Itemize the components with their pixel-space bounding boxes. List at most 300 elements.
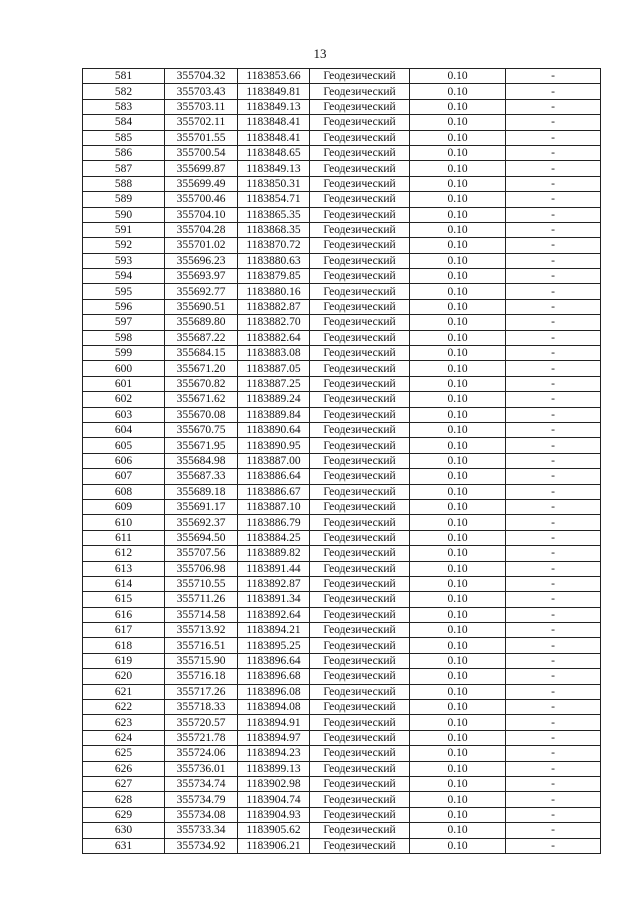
note-cell: - <box>506 315 601 330</box>
method-cell: Геодезический <box>310 684 410 699</box>
accuracy-cell: 0.10 <box>410 807 506 822</box>
coord-y-cell: 1183848.41 <box>238 130 310 145</box>
coord-y-cell: 1183890.95 <box>238 438 310 453</box>
table-row <box>83 761 601 776</box>
accuracy-cell: 0.10 <box>410 84 506 99</box>
coord-x-cell: 355707.56 <box>165 546 238 561</box>
table-row <box>83 530 601 545</box>
coord-x-cell: 355713.92 <box>165 623 238 638</box>
coord-y-cell: 1183896.68 <box>238 669 310 684</box>
note-cell: - <box>506 376 601 391</box>
note-cell: - <box>506 823 601 838</box>
coord-x-cell: 355701.55 <box>165 130 238 145</box>
coord-y-cell: 1183889.84 <box>238 407 310 422</box>
coord-x-cell: 355710.55 <box>165 576 238 591</box>
coord-y-cell: 1183870.72 <box>238 238 310 253</box>
accuracy-cell: 0.10 <box>410 284 506 299</box>
table-row <box>83 161 601 176</box>
table-row <box>83 115 601 130</box>
table-row <box>83 284 601 299</box>
accuracy-cell: 0.10 <box>410 546 506 561</box>
coord-x-cell: 355714.58 <box>165 607 238 622</box>
coord-y-cell: 1183894.21 <box>238 623 310 638</box>
point-number-cell: 625 <box>83 746 165 761</box>
point-number-cell: 626 <box>83 761 165 776</box>
note-cell: - <box>506 469 601 484</box>
method-cell: Геодезический <box>310 546 410 561</box>
coord-y-cell: 1183850.31 <box>238 176 310 191</box>
table-row <box>83 561 601 576</box>
note-cell: - <box>506 207 601 222</box>
coord-x-cell: 355715.90 <box>165 653 238 668</box>
note-cell: - <box>506 592 601 607</box>
coord-y-cell: 1183849.13 <box>238 161 310 176</box>
point-number-cell: 583 <box>83 99 165 114</box>
coord-x-cell: 355733.34 <box>165 823 238 838</box>
coord-y-cell: 1183896.08 <box>238 684 310 699</box>
coord-y-cell: 1183890.64 <box>238 422 310 437</box>
accuracy-cell: 0.10 <box>410 438 506 453</box>
coord-y-cell: 1183905.62 <box>238 823 310 838</box>
note-cell: - <box>506 576 601 591</box>
coord-y-cell: 1183892.64 <box>238 607 310 622</box>
accuracy-cell: 0.10 <box>410 115 506 130</box>
point-number-cell: 600 <box>83 361 165 376</box>
table-row <box>83 746 601 761</box>
coord-x-cell: 355691.17 <box>165 499 238 514</box>
accuracy-cell: 0.10 <box>410 422 506 437</box>
note-cell: - <box>506 346 601 361</box>
point-number-cell: 614 <box>83 576 165 591</box>
method-cell: Геодезический <box>310 438 410 453</box>
coord-y-cell: 1183880.63 <box>238 253 310 268</box>
coord-y-cell: 1183880.16 <box>238 284 310 299</box>
coord-x-cell: 355689.80 <box>165 315 238 330</box>
coordinates-table <box>82 68 601 854</box>
coord-x-cell: 355734.92 <box>165 838 238 853</box>
point-number-cell: 594 <box>83 269 165 284</box>
accuracy-cell: 0.10 <box>410 576 506 591</box>
point-number-cell: 591 <box>83 222 165 237</box>
coord-y-cell: 1183889.82 <box>238 546 310 561</box>
accuracy-cell: 0.10 <box>410 484 506 499</box>
accuracy-cell: 0.10 <box>410 653 506 668</box>
coord-x-cell: 355701.02 <box>165 238 238 253</box>
accuracy-cell: 0.10 <box>410 515 506 530</box>
method-cell: Геодезический <box>310 207 410 222</box>
point-number-cell: 629 <box>83 807 165 822</box>
coord-x-cell: 355704.28 <box>165 222 238 237</box>
coord-x-cell: 355706.98 <box>165 561 238 576</box>
method-cell: Геодезический <box>310 669 410 684</box>
table-row <box>83 130 601 145</box>
method-cell: Геодезический <box>310 469 410 484</box>
point-number-cell: 615 <box>83 592 165 607</box>
note-cell: - <box>506 715 601 730</box>
coord-x-cell: 355703.43 <box>165 84 238 99</box>
method-cell: Геодезический <box>310 115 410 130</box>
method-cell: Геодезический <box>310 299 410 314</box>
coord-y-cell: 1183887.00 <box>238 453 310 468</box>
method-cell: Геодезический <box>310 84 410 99</box>
note-cell: - <box>506 145 601 160</box>
coord-y-cell: 1183882.64 <box>238 330 310 345</box>
table-row <box>83 192 601 207</box>
accuracy-cell: 0.10 <box>410 700 506 715</box>
accuracy-cell: 0.10 <box>410 715 506 730</box>
point-number-cell: 627 <box>83 776 165 791</box>
note-cell: - <box>506 453 601 468</box>
accuracy-cell: 0.10 <box>410 838 506 853</box>
coord-x-cell: 355687.22 <box>165 330 238 345</box>
note-cell: - <box>506 838 601 853</box>
note-cell: - <box>506 361 601 376</box>
method-cell: Геодезический <box>310 792 410 807</box>
accuracy-cell: 0.10 <box>410 392 506 407</box>
coord-x-cell: 355689.18 <box>165 484 238 499</box>
table-row <box>83 438 601 453</box>
accuracy-cell: 0.10 <box>410 592 506 607</box>
table-row <box>83 592 601 607</box>
method-cell: Геодезический <box>310 130 410 145</box>
table-row <box>83 207 601 222</box>
point-number-cell: 590 <box>83 207 165 222</box>
point-number-cell: 610 <box>83 515 165 530</box>
method-cell: Геодезический <box>310 330 410 345</box>
table-row <box>83 700 601 715</box>
point-number-cell: 628 <box>83 792 165 807</box>
table-row <box>83 515 601 530</box>
coord-y-cell: 1183891.34 <box>238 592 310 607</box>
point-number-cell: 631 <box>83 838 165 853</box>
accuracy-cell: 0.10 <box>410 407 506 422</box>
point-number-cell: 588 <box>83 176 165 191</box>
coord-x-cell: 355670.08 <box>165 407 238 422</box>
table-row <box>83 330 601 345</box>
method-cell: Геодезический <box>310 99 410 114</box>
coord-y-cell: 1183886.79 <box>238 515 310 530</box>
accuracy-cell: 0.10 <box>410 469 506 484</box>
coord-y-cell: 1183904.74 <box>238 792 310 807</box>
table-row <box>83 484 601 499</box>
note-cell: - <box>506 484 601 499</box>
coord-y-cell: 1183904.93 <box>238 807 310 822</box>
coord-y-cell: 1183894.97 <box>238 730 310 745</box>
note-cell: - <box>506 638 601 653</box>
coord-y-cell: 1183884.25 <box>238 530 310 545</box>
coord-y-cell: 1183894.91 <box>238 715 310 730</box>
method-cell: Геодезический <box>310 361 410 376</box>
coord-y-cell: 1183899.13 <box>238 761 310 776</box>
coord-y-cell: 1183895.25 <box>238 638 310 653</box>
point-number-cell: 630 <box>83 823 165 838</box>
accuracy-cell: 0.10 <box>410 222 506 237</box>
method-cell: Геодезический <box>310 530 410 545</box>
coord-x-cell: 355671.62 <box>165 392 238 407</box>
coord-x-cell: 355694.50 <box>165 530 238 545</box>
method-cell: Геодезический <box>310 422 410 437</box>
note-cell: - <box>506 669 601 684</box>
table-row <box>83 546 601 561</box>
point-number-cell: 592 <box>83 238 165 253</box>
coord-y-cell: 1183891.44 <box>238 561 310 576</box>
point-number-cell: 616 <box>83 607 165 622</box>
note-cell: - <box>506 69 601 84</box>
method-cell: Геодезический <box>310 392 410 407</box>
coord-y-cell: 1183894.08 <box>238 700 310 715</box>
point-number-cell: 603 <box>83 407 165 422</box>
point-number-cell: 601 <box>83 376 165 391</box>
coord-y-cell: 1183848.65 <box>238 145 310 160</box>
note-cell: - <box>506 792 601 807</box>
point-number-cell: 581 <box>83 69 165 84</box>
page-number: 13 <box>313 46 327 61</box>
coord-x-cell: 355700.46 <box>165 192 238 207</box>
table-row <box>83 346 601 361</box>
note-cell: - <box>506 253 601 268</box>
coord-x-cell: 355692.77 <box>165 284 238 299</box>
table-row <box>83 238 601 253</box>
note-cell: - <box>506 546 601 561</box>
accuracy-cell: 0.10 <box>410 761 506 776</box>
coord-y-cell: 1183889.24 <box>238 392 310 407</box>
coord-x-cell: 355690.51 <box>165 299 238 314</box>
method-cell: Геодезический <box>310 838 410 853</box>
note-cell: - <box>506 161 601 176</box>
note-cell: - <box>506 499 601 514</box>
accuracy-cell: 0.10 <box>410 99 506 114</box>
note-cell: - <box>506 684 601 699</box>
coord-x-cell: 355704.32 <box>165 69 238 84</box>
point-number-cell: 623 <box>83 715 165 730</box>
coord-y-cell: 1183865.35 <box>238 207 310 222</box>
method-cell: Геодезический <box>310 515 410 530</box>
coord-x-cell: 355716.51 <box>165 638 238 653</box>
point-number-cell: 586 <box>83 145 165 160</box>
accuracy-cell: 0.10 <box>410 792 506 807</box>
point-number-cell: 593 <box>83 253 165 268</box>
table-row <box>83 361 601 376</box>
coord-x-cell: 355687.33 <box>165 469 238 484</box>
point-number-cell: 617 <box>83 623 165 638</box>
accuracy-cell: 0.10 <box>410 823 506 838</box>
coord-x-cell: 355684.15 <box>165 346 238 361</box>
table-row <box>83 776 601 791</box>
table-row <box>83 99 601 114</box>
accuracy-cell: 0.10 <box>410 746 506 761</box>
method-cell: Геодезический <box>310 315 410 330</box>
table-row <box>83 84 601 99</box>
method-cell: Геодезический <box>310 653 410 668</box>
accuracy-cell: 0.10 <box>410 776 506 791</box>
method-cell: Геодезический <box>310 192 410 207</box>
coord-y-cell: 1183868.35 <box>238 222 310 237</box>
accuracy-cell: 0.10 <box>410 346 506 361</box>
note-cell: - <box>506 653 601 668</box>
accuracy-cell: 0.10 <box>410 69 506 84</box>
coord-y-cell: 1183906.21 <box>238 838 310 853</box>
point-number-cell: 624 <box>83 730 165 745</box>
table-row <box>83 269 601 284</box>
point-number-cell: 622 <box>83 700 165 715</box>
coord-x-cell: 355700.54 <box>165 145 238 160</box>
method-cell: Геодезический <box>310 346 410 361</box>
note-cell: - <box>506 99 601 114</box>
table-row <box>83 607 601 622</box>
accuracy-cell: 0.10 <box>410 130 506 145</box>
table-row <box>83 469 601 484</box>
method-cell: Геодезический <box>310 761 410 776</box>
table-row <box>83 453 601 468</box>
note-cell: - <box>506 776 601 791</box>
point-number-cell: 620 <box>83 669 165 684</box>
method-cell: Геодезический <box>310 69 410 84</box>
table-row <box>83 638 601 653</box>
accuracy-cell: 0.10 <box>410 238 506 253</box>
method-cell: Геодезический <box>310 746 410 761</box>
coord-y-cell: 1183896.64 <box>238 653 310 668</box>
method-cell: Геодезический <box>310 607 410 622</box>
table-row <box>83 69 601 84</box>
coord-x-cell: 355684.98 <box>165 453 238 468</box>
table-row <box>83 376 601 391</box>
coord-x-cell: 355699.87 <box>165 161 238 176</box>
note-cell: - <box>506 700 601 715</box>
table-row <box>83 576 601 591</box>
method-cell: Геодезический <box>310 823 410 838</box>
coord-x-cell: 355696.23 <box>165 253 238 268</box>
accuracy-cell: 0.10 <box>410 730 506 745</box>
method-cell: Геодезический <box>310 715 410 730</box>
accuracy-cell: 0.10 <box>410 361 506 376</box>
coord-x-cell: 355734.08 <box>165 807 238 822</box>
point-number-cell: 606 <box>83 453 165 468</box>
note-cell: - <box>506 115 601 130</box>
table-row <box>83 669 601 684</box>
method-cell: Геодезический <box>310 623 410 638</box>
point-number-cell: 608 <box>83 484 165 499</box>
point-number-cell: 596 <box>83 299 165 314</box>
method-cell: Геодезический <box>310 700 410 715</box>
coord-x-cell: 355670.82 <box>165 376 238 391</box>
note-cell: - <box>506 330 601 345</box>
method-cell: Геодезический <box>310 284 410 299</box>
method-cell: Геодезический <box>310 145 410 160</box>
coord-y-cell: 1183849.13 <box>238 99 310 114</box>
coord-y-cell: 1183879.85 <box>238 269 310 284</box>
point-number-cell: 609 <box>83 499 165 514</box>
method-cell: Геодезический <box>310 269 410 284</box>
accuracy-cell: 0.10 <box>410 669 506 684</box>
accuracy-cell: 0.10 <box>410 623 506 638</box>
table-row <box>83 684 601 699</box>
note-cell: - <box>506 299 601 314</box>
point-number-cell: 595 <box>83 284 165 299</box>
coord-x-cell: 355704.10 <box>165 207 238 222</box>
coord-y-cell: 1183853.66 <box>238 69 310 84</box>
point-number-cell: 598 <box>83 330 165 345</box>
note-cell: - <box>506 392 601 407</box>
method-cell: Геодезический <box>310 807 410 822</box>
note-cell: - <box>506 269 601 284</box>
table-body <box>83 69 601 854</box>
coord-y-cell: 1183882.70 <box>238 315 310 330</box>
note-cell: - <box>506 730 601 745</box>
coord-y-cell: 1183894.23 <box>238 746 310 761</box>
accuracy-cell: 0.10 <box>410 684 506 699</box>
coord-x-cell: 355671.95 <box>165 438 238 453</box>
method-cell: Геодезический <box>310 176 410 191</box>
accuracy-cell: 0.10 <box>410 207 506 222</box>
coord-x-cell: 355671.20 <box>165 361 238 376</box>
accuracy-cell: 0.10 <box>410 638 506 653</box>
point-number-cell: 584 <box>83 115 165 130</box>
accuracy-cell: 0.10 <box>410 530 506 545</box>
table-row <box>83 730 601 745</box>
accuracy-cell: 0.10 <box>410 607 506 622</box>
note-cell: - <box>506 530 601 545</box>
accuracy-cell: 0.10 <box>410 299 506 314</box>
note-cell: - <box>506 176 601 191</box>
accuracy-cell: 0.10 <box>410 330 506 345</box>
method-cell: Геодезический <box>310 407 410 422</box>
table-row <box>83 623 601 638</box>
method-cell: Геодезический <box>310 638 410 653</box>
coord-y-cell: 1183887.10 <box>238 499 310 514</box>
accuracy-cell: 0.10 <box>410 253 506 268</box>
table-row <box>83 176 601 191</box>
table-row <box>83 392 601 407</box>
point-number-cell: 621 <box>83 684 165 699</box>
point-number-cell: 605 <box>83 438 165 453</box>
point-number-cell: 611 <box>83 530 165 545</box>
note-cell: - <box>506 561 601 576</box>
coord-y-cell: 1183902.98 <box>238 776 310 791</box>
coord-y-cell: 1183849.81 <box>238 84 310 99</box>
note-cell: - <box>506 407 601 422</box>
point-number-cell: 597 <box>83 315 165 330</box>
point-number-cell: 618 <box>83 638 165 653</box>
note-cell: - <box>506 515 601 530</box>
point-number-cell: 604 <box>83 422 165 437</box>
coord-y-cell: 1183892.87 <box>238 576 310 591</box>
coord-x-cell: 355693.97 <box>165 269 238 284</box>
coord-x-cell: 355717.26 <box>165 684 238 699</box>
coord-x-cell: 355736.01 <box>165 761 238 776</box>
note-cell: - <box>506 438 601 453</box>
accuracy-cell: 0.10 <box>410 176 506 191</box>
table-row <box>83 499 601 514</box>
method-cell: Геодезический <box>310 499 410 514</box>
method-cell: Геодезический <box>310 576 410 591</box>
table-row <box>83 222 601 237</box>
coord-y-cell: 1183887.25 <box>238 376 310 391</box>
table-row <box>83 823 601 838</box>
table-row <box>83 422 601 437</box>
coord-x-cell: 355721.78 <box>165 730 238 745</box>
point-number-cell: 599 <box>83 346 165 361</box>
note-cell: - <box>506 761 601 776</box>
point-number-cell: 587 <box>83 161 165 176</box>
method-cell: Геодезический <box>310 222 410 237</box>
method-cell: Геодезический <box>310 453 410 468</box>
note-cell: - <box>506 222 601 237</box>
table-row <box>83 792 601 807</box>
coord-y-cell: 1183854.71 <box>238 192 310 207</box>
coord-x-cell: 355720.57 <box>165 715 238 730</box>
method-cell: Геодезический <box>310 592 410 607</box>
point-number-cell: 619 <box>83 653 165 668</box>
